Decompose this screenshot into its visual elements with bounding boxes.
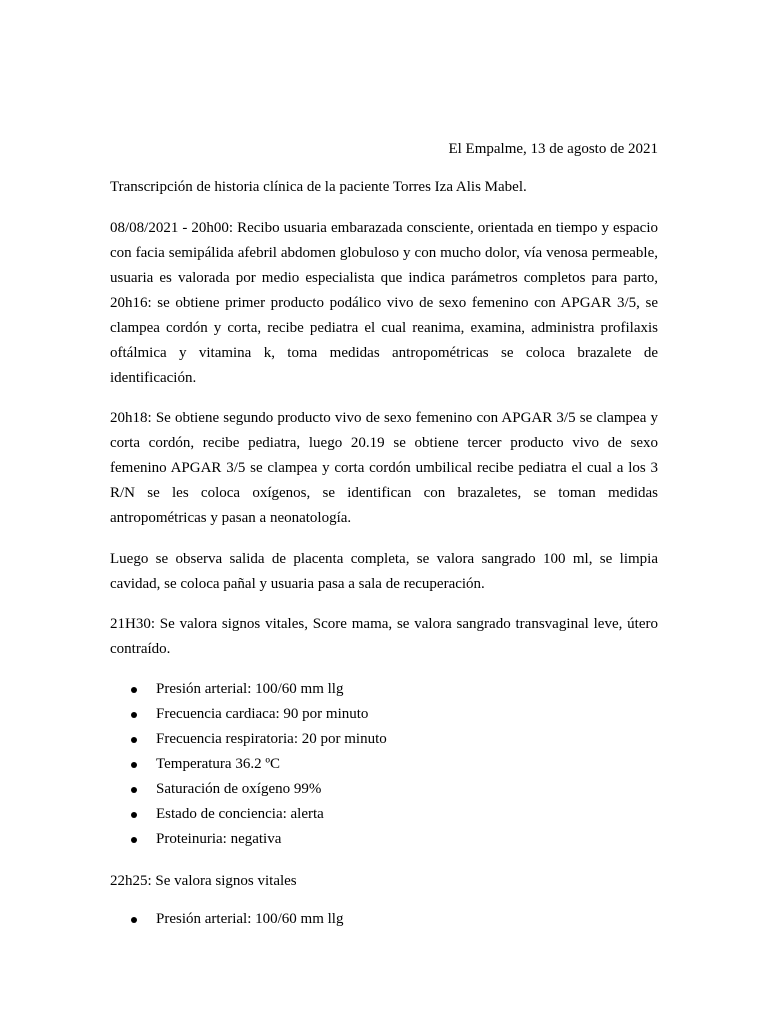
list-item-text: Temperatura 36.2 ºC: [156, 756, 280, 772]
bullet-icon: [131, 762, 137, 768]
list-item-text: Proteinuria: negativa: [156, 831, 282, 847]
document-title: Transcripción de historia clínica de la paciente Torres Iza Alis Mabel.: [110, 179, 527, 195]
list-item-text: Frecuencia cardiaca: 90 por minuto: [156, 706, 369, 722]
list-item-text: Presión arterial: 100/60 mm llg: [156, 681, 344, 697]
list-item: [110, 907, 658, 932]
vitals-list-2225: [110, 907, 658, 932]
document-page: [110, 0, 658, 1024]
list-item-text: Presión arterial: 100/60 mm llg: [156, 911, 344, 927]
list-item: [110, 727, 658, 752]
list-item: [110, 702, 658, 727]
paragraph-admission: 08/08/2021 - 20h00: Recibo usuaria embarazada consciente, orientada en tiempo y espacio con facia semipálida afebril abdomen globuloso y con mucho dolor, vía venosa permeable, usuaria es valorada por medio especialista que indica parámetros completos para parto, 20h16: se obtiene primer producto podálico vivo de sexo femenino con APGAR 3/5, se clampea cordón y corta, recibe pediatra el cual reanima, examina, administra profilaxis oftálmica y vitamina k, toma medidas antropométricas se coloca brazalete de identificación.: [110, 220, 658, 386]
bullet-icon: [131, 737, 137, 743]
bullet-icon: [131, 787, 137, 793]
list-item: [110, 777, 658, 802]
date-line: El Empalme, 13 de agosto de 2021: [448, 141, 658, 157]
bullet-icon: [131, 687, 137, 693]
paragraph-2225-vitals: 22h25: Se valora signos vitales: [110, 873, 297, 889]
list-item-text: Saturación de oxígeno 99%: [156, 781, 322, 797]
list-item: [110, 677, 658, 702]
bullet-icon: [131, 712, 137, 718]
paragraph-second-third-births: 20h18: Se obtiene segundo producto vivo de sexo femenino con APGAR 3/5 se clampea y corta cordón, recibe pediatra, luego 20.19 se obtiene tercer producto vivo de sexo femenino APGAR 3/5 se clampea y corta cordón umbilical recibe pediatra el cual a los 3 R/N se les coloca oxígenos, se identifican con brazaletes, se toman medidas antropométricas y pasan a neonatología.: [110, 410, 658, 526]
bullet-icon: [131, 917, 137, 923]
list-item: [110, 802, 658, 827]
list-item: [110, 752, 658, 777]
list-item-text: Frecuencia respiratoria: 20 por minuto: [156, 731, 387, 747]
paragraph-placenta: Luego se observa salida de placenta completa, se valora sangrado 100 ml, se limpia cavidad, se coloca pañal y usuaria pasa a sala de recuperación.: [110, 551, 658, 592]
bullet-icon: [131, 837, 137, 843]
bullet-icon: [131, 812, 137, 818]
list-item: [110, 827, 658, 852]
paragraph-2130-vitals: 21H30: Se valora signos vitales, Score mama, se valora sangrado transvaginal leve, útero contraído.: [110, 616, 658, 657]
list-item-text: Estado de conciencia: alerta: [156, 806, 324, 822]
vitals-list-2130: [110, 677, 658, 852]
